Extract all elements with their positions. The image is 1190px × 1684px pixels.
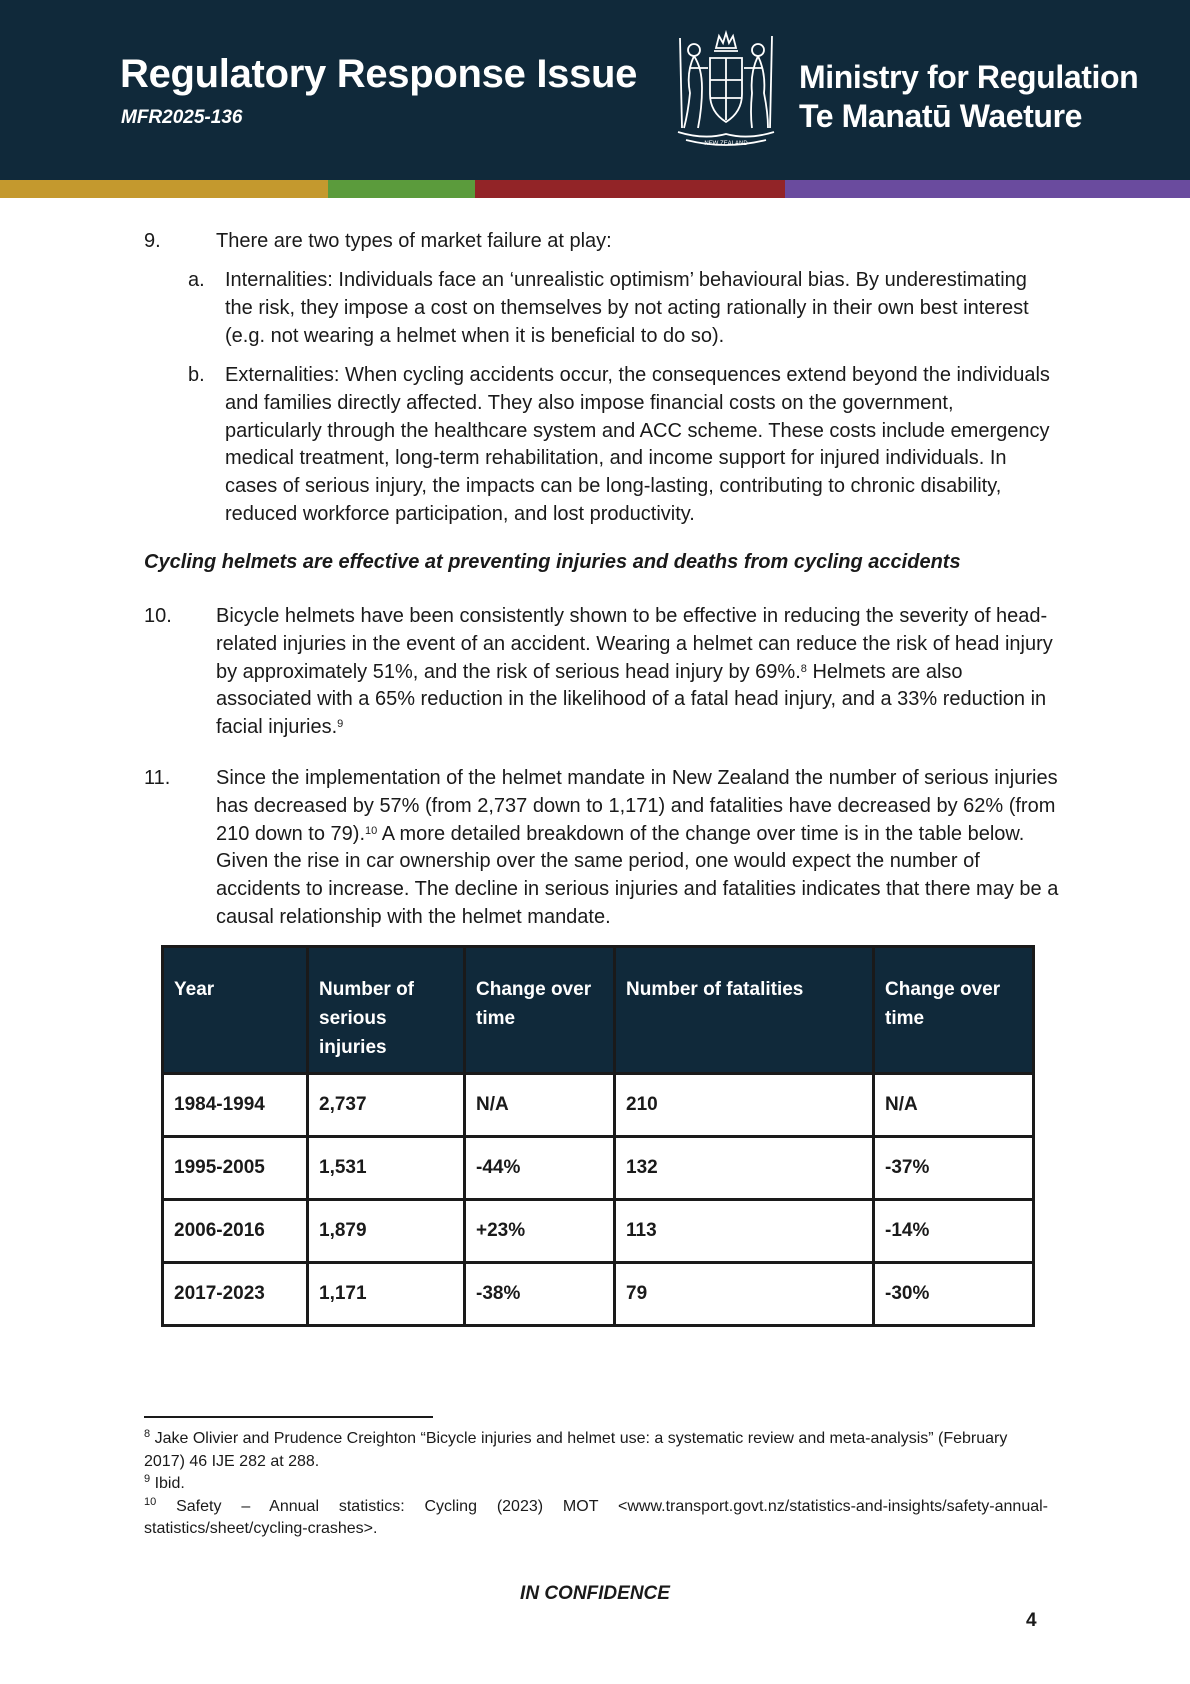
table-row (163, 1074, 1034, 1137)
footnote: $^8$ Jake Olivier and Prudence Creighton “Bicycle injuries and helmet use: a systematic review and meta-analysis” (February 2017) 46 IJE 282 at 288. (144, 1428, 1008, 1470)
table-cell: -38% (465, 1263, 615, 1326)
column-header: Change over time (465, 947, 615, 1074)
ministry-name-maori: Te Manatū Waeture (799, 98, 1083, 134)
footnote: $^{10}$ Safety – Annual statistics: Cycling (2023) MOT <www.transport.govt.nz/statistics-and-insights/safety-annual-statistics/sheet/cycling-crashes>. (144, 1495, 1048, 1537)
crest-motto: NEW ZEALAND (704, 141, 748, 147)
table-cell: -14% (874, 1200, 1034, 1263)
table-cell: 210 (615, 1074, 874, 1137)
table-cell: 79 (615, 1263, 874, 1326)
color-stripe-purple (785, 180, 1190, 198)
ministry-name-english: Ministry for Regulation (799, 59, 1139, 95)
table-header-row (163, 947, 1034, 1074)
paragraph-9a-text: Internalities: Individuals face an ‘unrealistic optimism’ behavioural bias. By underestimating the risk, they impose a cost on themselves by not acting rationally in their own best interest (e.g. not wearing a helmet when it is beneficial to do so). (225, 269, 1029, 347)
footnote: $^9$ Ibid. (144, 1473, 185, 1492)
paragraph-number: 11. (144, 767, 171, 789)
table-cell: 113 (615, 1200, 874, 1263)
paragraph-9b-text: Externalities: When cycling accidents occur, the consequences extend beyond the individuals and families directly affected. They also impose financial costs on the government, particularly through the healthcare system and ACC scheme. These costs include emergency medical treatment, long-term rehabilitation, and income support for injured individuals. In cases of serious injury, the impacts can be long-lasting, contributing to chronic disability, reduced workforce participation, and lost productivity. (225, 364, 1050, 525)
table-row (163, 1200, 1034, 1263)
color-stripe-gold (0, 180, 328, 198)
table-cell: 2006-2016 (163, 1200, 308, 1263)
list-marker: b. (188, 364, 205, 386)
table-cell: 1,171 (308, 1263, 465, 1326)
table-row (163, 1263, 1034, 1326)
table-cell: -44% (465, 1137, 615, 1200)
table-cell: 2017-2023 (163, 1263, 308, 1326)
page-number: 4 (1026, 1610, 1037, 1631)
table-cell: -37% (874, 1137, 1034, 1200)
document-title: Regulatory Response Issue (120, 52, 638, 96)
classification-label: IN CONFIDENCE (520, 1583, 670, 1604)
color-stripe-green (328, 180, 475, 198)
color-stripe-red (475, 180, 785, 198)
footnote-ref[interactable]: 10 (365, 824, 378, 837)
footnote-ref[interactable]: 9 (337, 718, 344, 731)
paragraph-11-text: Since the implementation of the helmet mandate in New Zealand the number of serious injuries has decreased by 57% (from 2,737 down to 1,171) and fatalities have decreased by 62% (from 210 down to 79).$^{10}$ A more detailed breakdown of the change over time is in the table below. Given the rise in car ownership over the same period, one would expect the number of accidents to increase. The decline in serious injuries and fatalities indicates that there may be a causal relationship with the helmet mandate. (216, 767, 1059, 928)
table-cell: 2,737 (308, 1074, 465, 1137)
table-cell: 1,531 (308, 1137, 465, 1200)
table-cell: 1995-2005 (163, 1137, 308, 1200)
injury-statistics-table (161, 945, 1035, 1327)
column-header: Number of fatalities (615, 947, 874, 1074)
footnote-ref[interactable]: 8 (800, 662, 807, 675)
table-row (163, 1137, 1034, 1200)
paragraph-number: 10. (144, 605, 172, 627)
table-cell: +23% (465, 1200, 615, 1263)
document-reference: MFR2025-136 (121, 107, 243, 128)
paragraph-number: 9. (144, 230, 161, 252)
column-header: Number of serious injuries (308, 947, 465, 1074)
table-cell: N/A (465, 1074, 615, 1137)
section-heading: Cycling helmets are effective at preventing injuries and deaths from cycling accidents (144, 551, 961, 573)
footnotes (144, 1428, 1048, 1541)
ministry-name (799, 58, 1138, 136)
paragraph-9-text: There are two types of market failure at play: (216, 230, 612, 252)
document-header (0, 0, 1190, 180)
table-cell: 1,879 (308, 1200, 465, 1263)
paragraph-10-text: Bicycle helmets have been consistently shown to be effective in reducing the severity of head-related injuries in the event of an accident. Wearing a helmet can reduce the risk of head injury by approximately 51%, and the risk of serious head injury by 69%.$^8$ Helmets are also associated with a 65% reduction in the likelihood of a fatal head injury, and a 33% reduction in facial injuries.$^9$ (216, 605, 1053, 739)
table-cell: N/A (874, 1074, 1034, 1137)
column-header: Year (163, 947, 308, 1074)
footnote-divider (144, 1416, 433, 1418)
table-cell: 1984-1994 (163, 1074, 308, 1137)
column-header: Change over time (874, 947, 1034, 1074)
list-marker: a. (188, 269, 205, 291)
table-cell: 132 (615, 1137, 874, 1200)
table-cell: -30% (874, 1263, 1034, 1326)
nz-coat-of-arms-icon (664, 28, 788, 152)
